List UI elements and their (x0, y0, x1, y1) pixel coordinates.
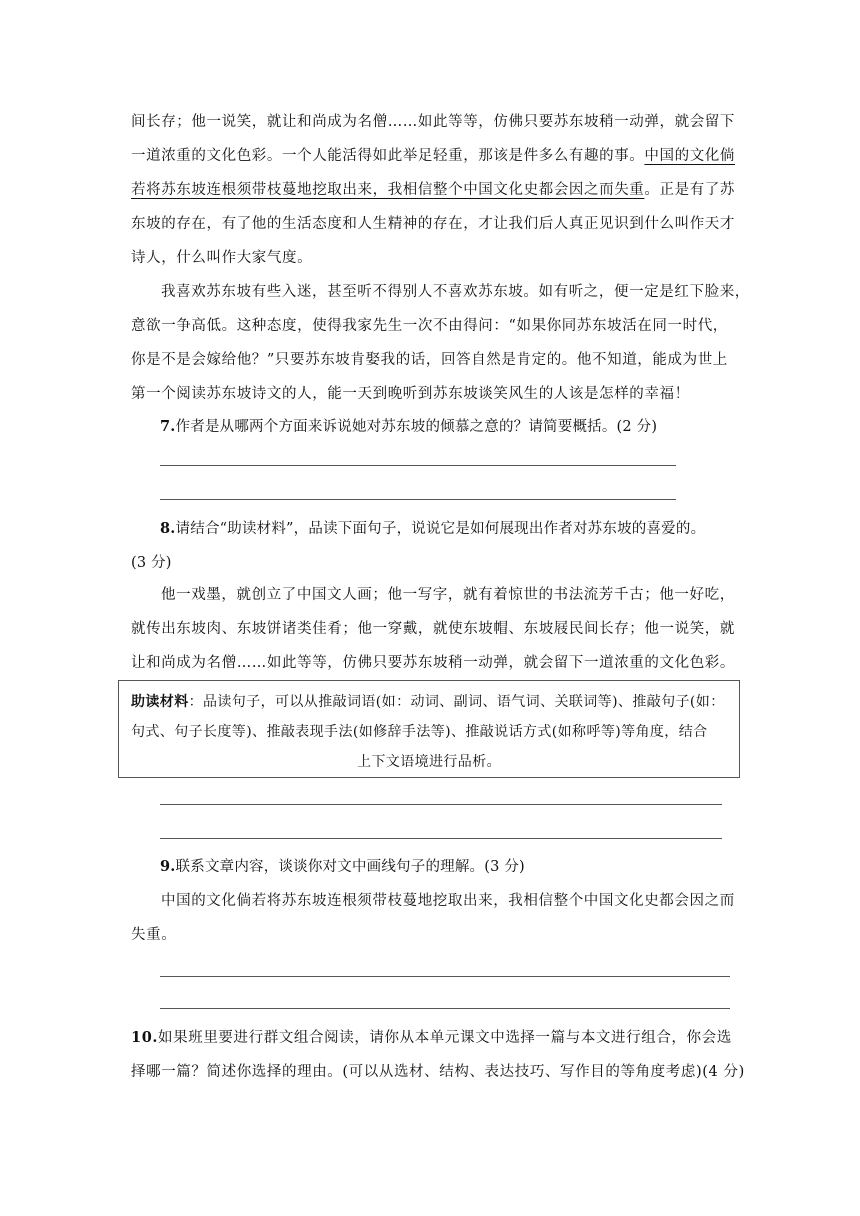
passage-line (131, 139, 737, 173)
passage-line: 第一个阅读苏东坡诗文的人，能一天到晚听到苏东坡谈笑风生的人该是怎样的幸福！ (131, 386, 690, 402)
passage-line (131, 173, 737, 207)
question-10 (131, 1021, 745, 1089)
quote-line: 中国的文化倘若将苏东坡连根须带枝蔓地挖取出来，我相信整个中国文化史都会因之而 (161, 893, 735, 909)
aid-line: 上下文语境进行品析。 (357, 754, 501, 770)
question-8 (160, 512, 750, 546)
question-7 (160, 410, 740, 444)
passage-line: 间长存；他一说笑，就让和尚成为名僧……如此等等，仿佛只要苏东坡稍一动弹，就会留下 (131, 114, 735, 130)
passage-line: 我喜欢苏东坡有些入迷，甚至听不得别人不喜欢苏东坡。如有听之，便一定是红下脸来， (161, 284, 750, 300)
aid-line (131, 687, 727, 717)
answer-line[interactable] (160, 838, 722, 839)
passage-line: 你是不是会嫁给他？”只要苏东坡肯娶我的话，回答自然是肯定的。他不知道，能成为世上 (131, 352, 728, 368)
quote-line: 他一戏墨，就创立了中国文人画；他一写字，就有着惊世的书法流芳千古；他一好吃， (161, 587, 735, 603)
quote-line: 就传出东坡肉、东坡饼诸类佳肴；他一穿戴，就使东坡帽、东坡屐民间长存；他一说笑，就 (131, 621, 735, 637)
passage-line: 东坡的存在，有了他的生活态度和人生精神的存在，才让我们后人真正见识到什么叫作天才 (131, 216, 735, 232)
answer-line[interactable] (160, 1008, 730, 1009)
underlined-sentence: 中国的文化倘 (644, 148, 736, 164)
passage-paragraph-2 (131, 275, 750, 411)
question-number: 10. (131, 1029, 159, 1046)
quote-line: 失重。 (131, 927, 177, 943)
question-8-quote (131, 578, 737, 680)
answer-line[interactable] (160, 976, 730, 977)
answer-line[interactable] (160, 499, 676, 500)
question-text: 作者是从哪两个方面来诉说她对苏东坡的倾慕之意的？请简要概括。(2 分) (175, 419, 658, 435)
question-number: 9. (160, 858, 176, 875)
passage-line: 诗人，什么叫作大家气度。 (131, 250, 313, 266)
question-text: 请结合“助读材料”，品读下面句子，说说它是如何展现出作者对苏东坡的喜爱的。 (175, 521, 706, 537)
answer-line[interactable] (160, 465, 676, 466)
question-number: 8. (160, 520, 176, 537)
underlined-sentence: 若将苏东坡连根须带枝蔓地挖取出来，我相信整个中国文化史都会因之而失重 (131, 182, 645, 198)
question-text: (3 分) (131, 555, 172, 571)
quote-line: 让和尚成为名僧……如此等等，仿佛只要苏东坡稍一动弹，就会留下一道浓重的文化色彩。 (131, 655, 735, 671)
aid-line: 句式、句子长度等)、推敲表现手法(如修辞手法等)、推敲说话方式(如称呼等)等角度，结合 (131, 724, 708, 740)
question-9 (160, 850, 740, 884)
question-text: 联系文章内容，谈谈你对文中画线句子的理解。(3 分) (175, 859, 525, 875)
passage-line: 意欲一争高低。这种态度，使得我家先生一次不由得问：“如果你同苏东坡活在同一时代， (131, 318, 728, 334)
question-line: 择哪一篇？简述你选择的理由。(可以从选材、结构、表达技巧、写作目的等角度考虑)(4 分) (131, 1064, 745, 1080)
passage-text: 一道浓重的文化色彩。一个人能活得如此举足轻重，那该是件多么有趣的事。 (131, 148, 645, 164)
question-9-quote (131, 884, 737, 952)
question-number: 7. (160, 418, 176, 435)
answer-line[interactable] (160, 804, 722, 805)
question-8-points (131, 546, 711, 580)
question-text: 如果班里要进行群文组合阅读，请你从本单元课文中选择一篇与本文进行组合，你会选 (158, 1030, 732, 1046)
question-line (131, 1021, 741, 1055)
aid-label: 助读材料 (131, 694, 189, 710)
aid-text: ：品读句子，可以从推敲词语(如：动词、副词、语气词、关联词等)、推敲句子(如： (188, 694, 725, 710)
reading-aid-box (118, 680, 740, 778)
passage-paragraph-1 (131, 105, 737, 275)
passage-text: 。正是有了苏 (644, 182, 736, 198)
